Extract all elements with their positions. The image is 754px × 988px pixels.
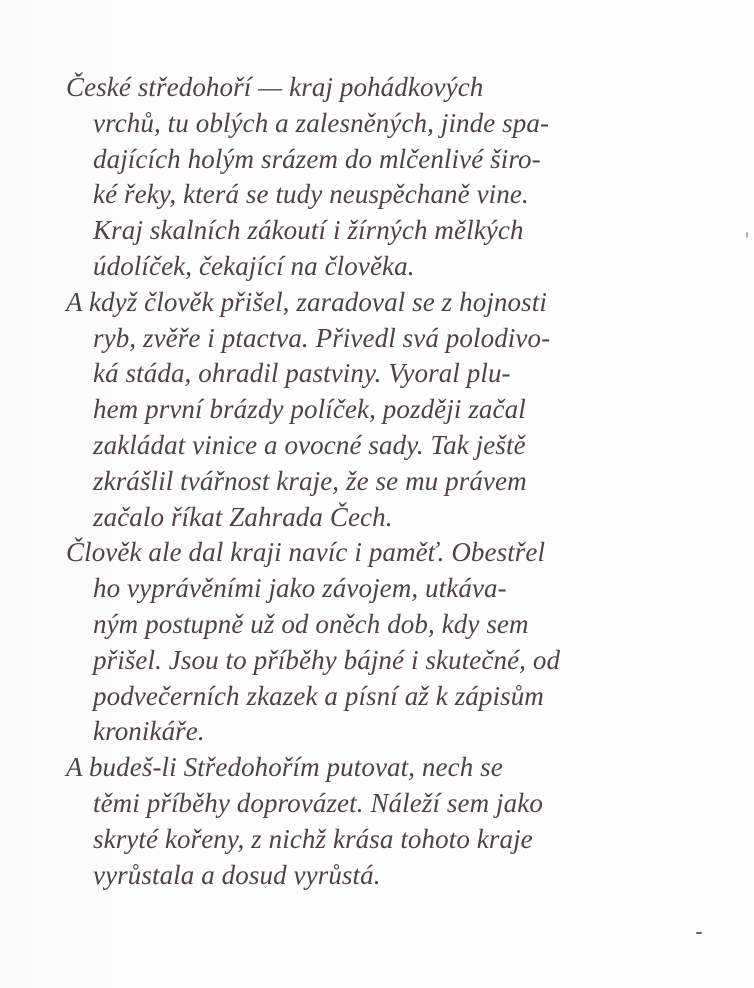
text-line: ným postupně už od oněch dob, kdy sem bbox=[93, 608, 529, 639]
text-line: Člověk ale dal kraji navíc i paměť. Obestřel bbox=[66, 537, 546, 568]
text-line: přišel. Jsou to příběhy bájné i skutečné, od bbox=[93, 644, 561, 675]
text-line: ké řeky, která se tudy neuspěchaně vine. bbox=[93, 179, 529, 210]
scan-speck bbox=[746, 232, 748, 238]
text-line: A budeš-li Středohořím putovat, nech se bbox=[66, 752, 503, 783]
text-body bbox=[66, 70, 706, 893]
text-line: hem první brázdy políček, později začal bbox=[93, 394, 526, 425]
text-line: vrchů, tu oblých a zalesněných, jinde spa- bbox=[93, 107, 550, 138]
text-line: těmi příběhy doprovázet. Náleží sem jako bbox=[93, 787, 543, 818]
scan-speck bbox=[696, 932, 702, 934]
text-line: zkrášlil tvářnost kraje, že se mu právem bbox=[93, 465, 527, 496]
paragraph-1 bbox=[66, 70, 706, 285]
text-line: ryb, zvěře i ptactva. Přivedl svá polodivo- bbox=[93, 322, 551, 353]
text-line: dajících holým srázem do mlčenlivé širo- bbox=[93, 143, 541, 174]
text-line: ká stáda, ohradil pastviny. Vyoral plu- bbox=[93, 358, 511, 389]
paragraph-4 bbox=[66, 750, 706, 893]
text-line: České středohoří — kraj pohádkových bbox=[66, 72, 484, 102]
paragraph-3 bbox=[66, 535, 706, 750]
text-line: skryté kořeny, z nichž krása tohoto kraje bbox=[93, 823, 533, 854]
text-line: údolíček, čekající na člověka. bbox=[93, 250, 415, 281]
text-line: ho vyprávěními jako závojem, utkáva- bbox=[93, 573, 507, 604]
text-line: podvečerních zkazek a písní až k zápisům bbox=[93, 680, 544, 711]
text-line: vyrůstala a dosud vyrůstá. bbox=[93, 859, 381, 890]
text-line: zakládat vinice a ovocné sady. Tak ještě bbox=[93, 429, 526, 460]
text-line: začalo říkat Zahrada Čech. bbox=[93, 501, 393, 532]
paragraph-2 bbox=[66, 285, 706, 536]
text-line: Kraj skalních zákoutí i žírných mělkých bbox=[93, 215, 524, 246]
text-line: kronikáře. bbox=[93, 716, 205, 747]
text-line: A když člověk přišel, zaradoval se z hojnosti bbox=[66, 286, 547, 317]
